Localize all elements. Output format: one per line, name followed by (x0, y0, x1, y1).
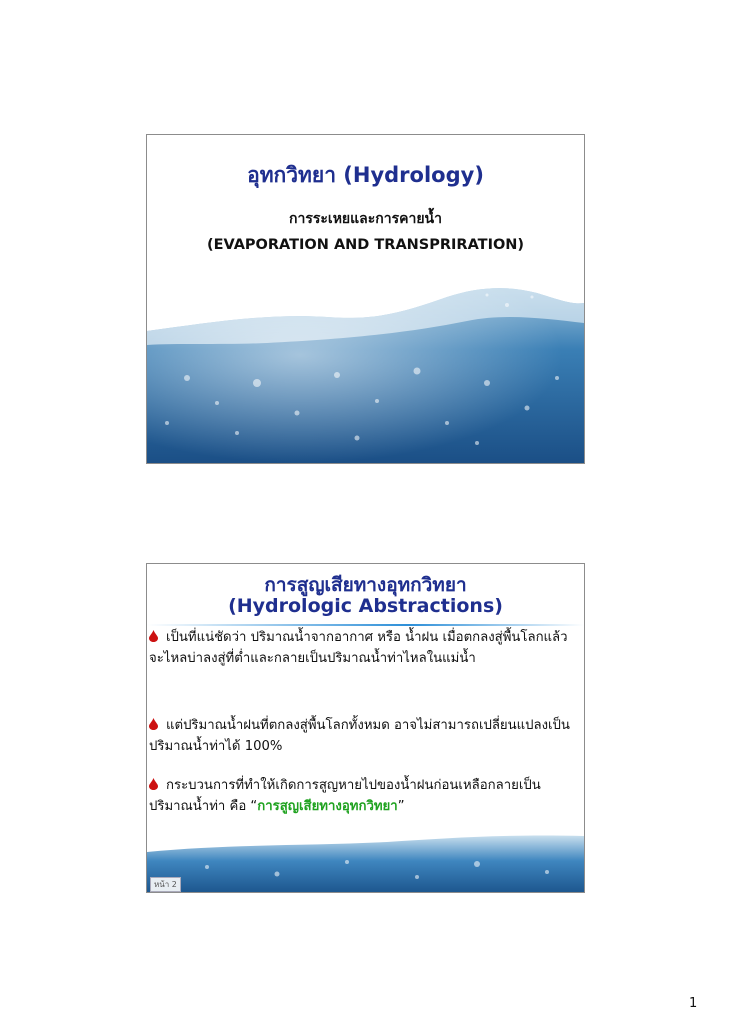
bullet-item (149, 627, 581, 669)
bullet-item (149, 715, 581, 757)
slide-2 (146, 563, 585, 893)
bullet-text: เป็นที่แน่ชัดว่า ปริมาณน้ำจากอากาศ หรือ น้ำฝน เมื่อตกลงสู่พื้นโลกแล้ว จะไหลบ่าลงสู่ที่ต่ำและกลายเป็นปริมาณน้ำท่าไหลในแม่น้ำ (149, 630, 568, 666)
slide-title: อุทกวิทยา (Hydrology) (247, 163, 484, 187)
slide-subtitle-thai: การระเหยและการคายน้ำ (289, 211, 442, 227)
water-drop-icon (149, 718, 158, 730)
title-divider (147, 624, 584, 626)
bullet-text: แต่ปริมาณน้ำฝนที่ตกลงสู่พื้นโลกทั้งหมด อาจไม่สามารถเปลี่ยนแปลงเป็นปริมาณน้ำท่าได้ 100% (149, 718, 570, 754)
highlight-term: การสูญเสียทางอุทกวิทยา (257, 799, 398, 814)
water-drop-icon (149, 630, 158, 642)
slide-title-thai: การสูญเสียทางอุทกวิทยา (264, 574, 467, 596)
water-wave-image (147, 283, 584, 463)
slide-1 (146, 134, 585, 464)
bullet-item (149, 775, 581, 817)
bullet-text-end: ” (397, 799, 405, 814)
water-strip-image (147, 832, 584, 892)
page-label: หน้า 2 (150, 877, 181, 892)
bullet-text: กระบวนการที่ทำให้เกิดการสูญหายไปของน้ำฝนก่อนเหลือกลายเป็นปริมาณน้ำท่า คือ “ (149, 778, 541, 814)
page-number: 1 (689, 996, 698, 1011)
slide-title-english: (Hydrologic Abstractions) (228, 595, 503, 617)
water-drop-icon (149, 778, 158, 790)
slide-subtitle-english: (EVAPORATION AND TRANSPRIRATION) (206, 237, 525, 253)
